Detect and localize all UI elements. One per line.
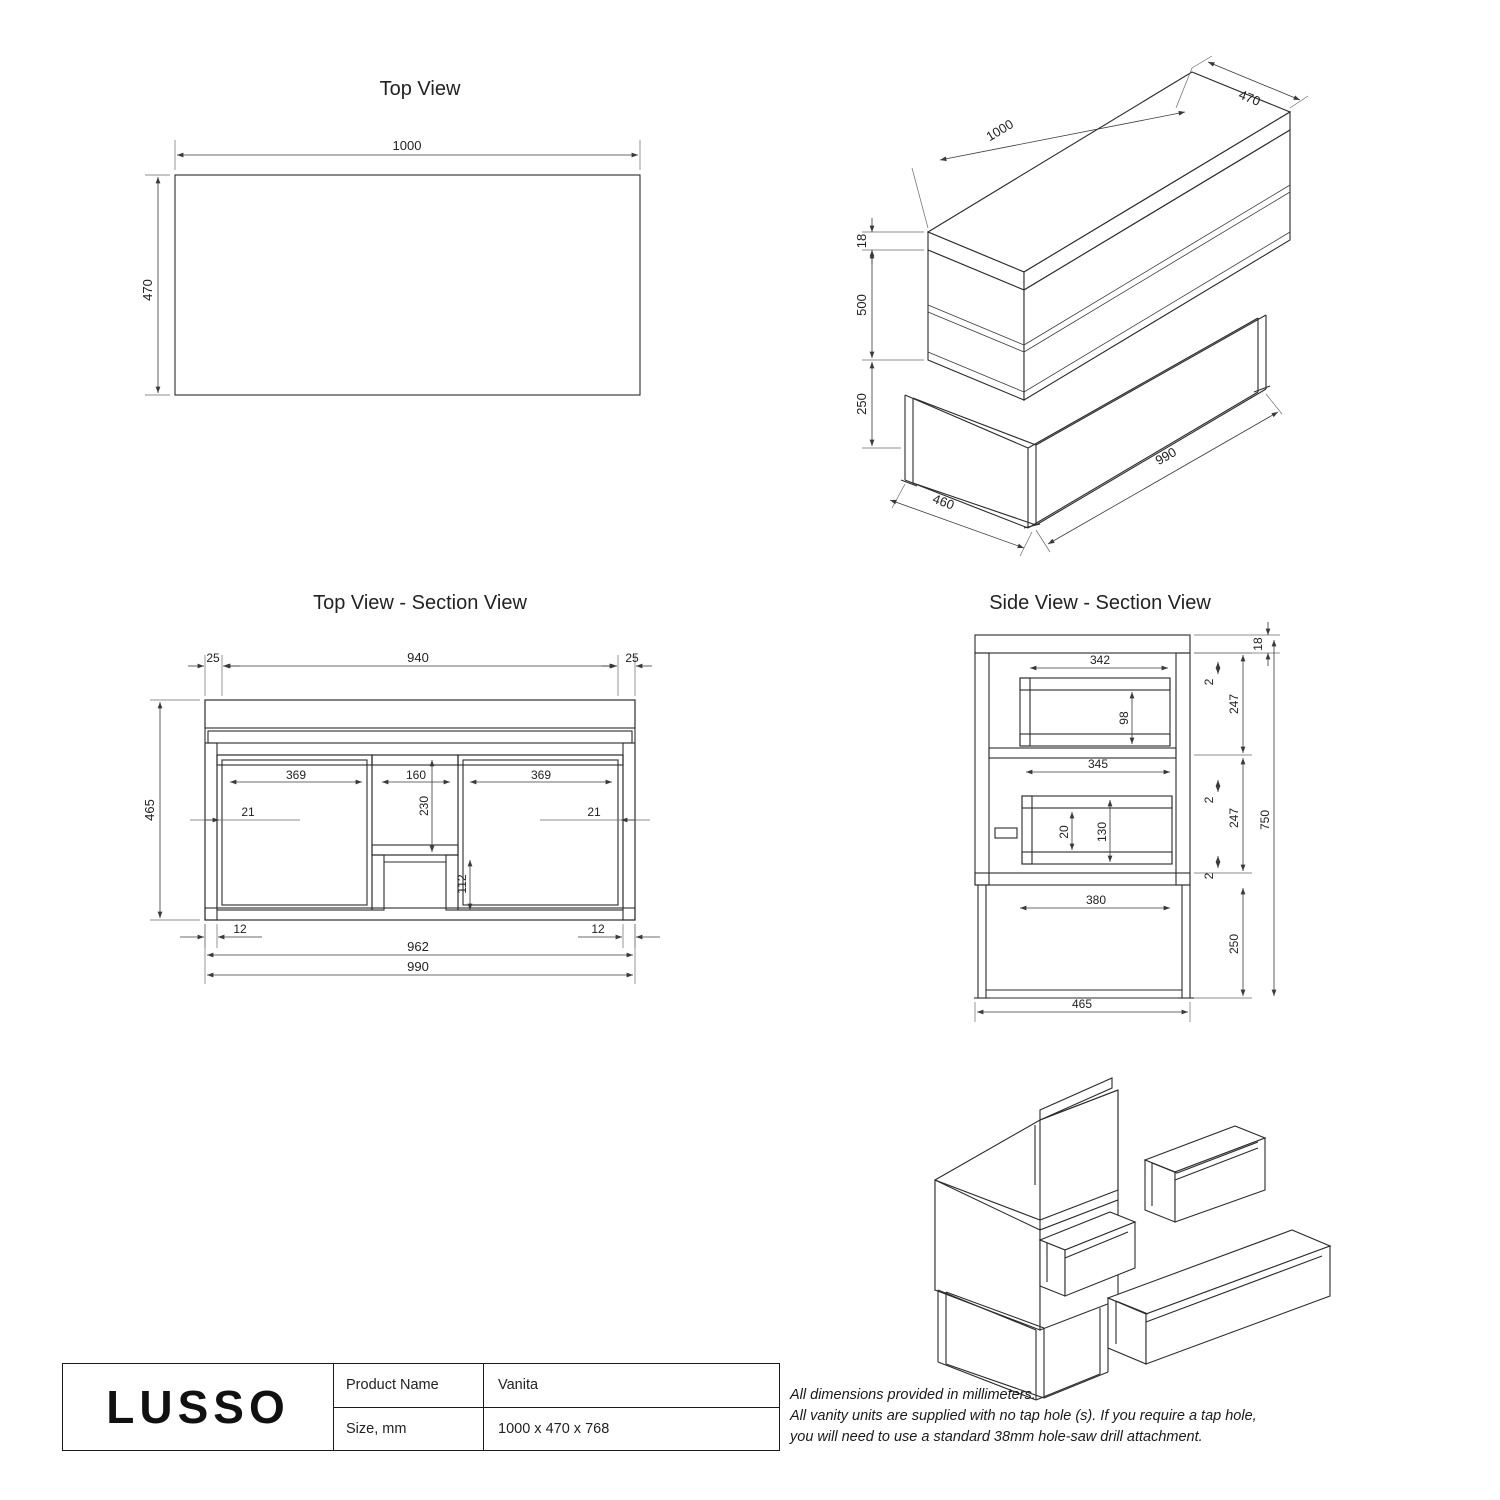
note-line-3: you will need to use a standard 38mm hole-saw drill attachment. xyxy=(790,1429,1203,1446)
svg-text:380: 380 xyxy=(1085,893,1107,907)
note-line-2: All vanity units are supplied with no tap hole (s). If you require a tap hole, xyxy=(790,1408,1257,1425)
svg-text:20: 20 xyxy=(1057,825,1071,839)
svg-text:990: 990 xyxy=(407,959,429,974)
size-value: 1000 x 470 x 768 xyxy=(498,1420,610,1437)
side-section-view-title: Side View - Section View xyxy=(989,592,1211,614)
svg-text:465: 465 xyxy=(142,799,157,821)
svg-text:962: 962 xyxy=(407,939,429,954)
svg-text:250: 250 xyxy=(854,393,869,415)
svg-text:1000: 1000 xyxy=(983,116,1016,145)
svg-text:369: 369 xyxy=(530,768,552,782)
svg-text:2: 2 xyxy=(1202,796,1216,804)
svg-text:750: 750 xyxy=(1258,809,1272,831)
iso-view-geometry xyxy=(854,56,1308,556)
svg-text:12: 12 xyxy=(591,922,605,936)
svg-text:470: 470 xyxy=(140,279,155,301)
svg-text:21: 21 xyxy=(587,805,601,819)
drawing-notes xyxy=(790,1385,1370,1448)
svg-text:25: 25 xyxy=(206,651,220,665)
svg-text:2: 2 xyxy=(1202,872,1216,880)
svg-text:460: 460 xyxy=(930,491,957,513)
title-block-row-size xyxy=(334,1408,779,1451)
svg-text:990: 990 xyxy=(1152,444,1179,469)
top-section-geometry xyxy=(142,650,660,984)
svg-text:345: 345 xyxy=(1087,757,1109,771)
brand-name: LUSSO xyxy=(106,1381,290,1433)
title-block-row-product xyxy=(334,1364,779,1408)
title-block-fields xyxy=(334,1364,779,1450)
title-block xyxy=(62,1363,780,1451)
top-section-view-title: Top View - Section View xyxy=(313,592,527,614)
svg-text:112: 112 xyxy=(455,874,469,894)
brand-logo xyxy=(63,1364,334,1450)
product-name-value: Vanita xyxy=(498,1377,539,1394)
svg-text:98: 98 xyxy=(1117,711,1131,725)
svg-text:130: 130 xyxy=(1095,821,1109,843)
svg-text:160: 160 xyxy=(405,768,427,782)
svg-text:1000: 1000 xyxy=(392,138,422,153)
svg-text:465: 465 xyxy=(1071,997,1093,1011)
svg-text:25: 25 xyxy=(625,651,639,665)
svg-text:940: 940 xyxy=(407,650,429,665)
svg-text:470: 470 xyxy=(1236,86,1263,109)
svg-text:21: 21 xyxy=(241,805,255,819)
svg-text:500: 500 xyxy=(854,294,869,316)
top-view-geometry xyxy=(140,138,640,395)
svg-text:250: 250 xyxy=(1227,933,1241,955)
svg-text:247: 247 xyxy=(1227,693,1241,715)
note-line-1: All dimensions provided in millimeters. xyxy=(790,1387,1036,1403)
size-label: Size, mm xyxy=(334,1408,484,1451)
product-name-label: Product Name xyxy=(334,1364,484,1407)
svg-text:2: 2 xyxy=(1202,678,1216,686)
svg-text:12: 12 xyxy=(233,922,247,936)
exploded-iso-geometry xyxy=(935,1078,1330,1400)
svg-text:18: 18 xyxy=(854,233,869,249)
svg-text:247: 247 xyxy=(1227,807,1241,829)
svg-text:369: 369 xyxy=(285,768,307,782)
side-section-geometry xyxy=(974,622,1280,1022)
svg-text:342: 342 xyxy=(1089,653,1111,667)
svg-text:18: 18 xyxy=(1251,637,1265,651)
svg-text:230: 230 xyxy=(417,795,431,817)
top-view-title: Top View xyxy=(379,78,461,100)
